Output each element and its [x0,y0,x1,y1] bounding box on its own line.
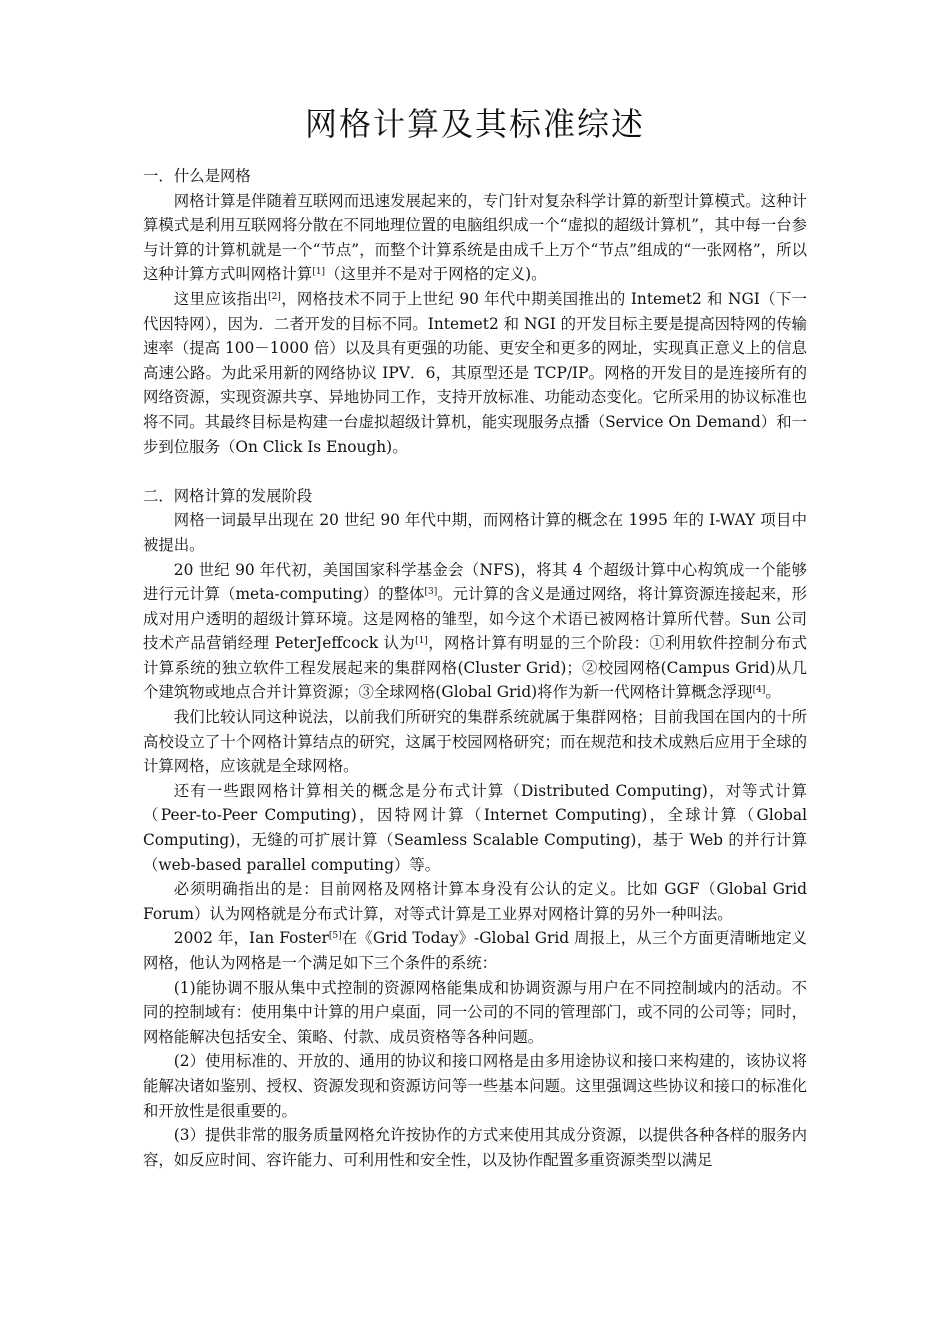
document-title: 网格计算及其标准综述 [304,105,645,143]
paragraph-text: 2002 年，Ian Foster [173,929,329,948]
paragraph-text: (1)能协调不服从集中式控制的资源网格能集成和协调资源与用户在不同控制域内的活动。不同的控制域有：使用集中计算的用户桌面，同一公司的不同的管理部门，或不同的公司等；同时，网格能解决包括安全、策略、付款、成员资格等各种问题。 [143,978,807,1046]
paragraph-text: 。元计算的含义是通过网络，将计算资源连接起来，形成对用户透明的超级计算环境。这是网格的雏型，如今这个术语已被网格计算所代替。Sun 公司技术产品营销经理 PeterJeffcock 认为 [143,585,807,653]
paragraph-text: (2）使用标准的、开放的、通用的协议和接口网格是由多用途协议和接口来构建的，该协议将能解决诸如鉴别、授权、资源发现和资源访问等一些基本问题。这里强调这些协议和接口的标准化和开放性是很重要的。 [143,1052,807,1120]
citation-marker: [1] [312,267,326,278]
paragraph [143,705,807,779]
section-heading: 一．什么是网格 [143,167,251,185]
paragraph [143,508,807,557]
paragraph [143,877,807,926]
paragraph [143,1049,807,1123]
citation-marker: [5] [328,931,342,942]
paragraph [143,558,807,706]
document-body [143,164,807,1172]
paragraph-text: 我们比较认同这种说法，以前我们所研究的集群系统就属于集群网格；目前我国在国内的十所高校设立了十个网格计算结点的研究，这属于校园网格研究；而在规范和技术成熟后应用于全球的计算网格，应该就是全球网格。 [143,708,807,776]
paragraph-text: 这里应该指出 [173,289,269,308]
section-development-stages [143,484,807,1173]
paragraph [143,1123,807,1172]
paragraph-text: 还有一些跟网格计算相关的概念是分布式计算（Distributed Computing)，对等式计算（Peer-to-Peer Computing)，因特网计算（Internet Computing)，全球计算（Global Computing)，无缝的可扩展计算（Seamless Scalable Computing)，基于 Web 的并行计算（web-based parallel computing）等。 [143,781,807,874]
paragraph [143,779,807,877]
paragraph-text: 在《Grid Today》-Global Grid 周报上，从三个方面更清晰地定义网格，他认为网格是一个满足如下三个条件的系统： [143,929,807,972]
citation-marker: [3] [424,587,438,598]
paragraph-text: 。 [765,683,781,702]
citation-marker: [4] [752,685,766,696]
paragraph [143,287,807,459]
section-paragraphs [143,189,807,460]
paragraph-text: 20 世纪 90 年代初，美国国家科学基金会（NFS)，将其 4 个超级计算中心构筑成一个能够进行元计算（meta-computing）的整体 [143,560,807,604]
paragraph-text: （这里并不是对于网格的定义)。 [325,265,547,284]
paragraph-text: 网格计算是伴随着互联网而迅速发展起来的，专门针对复杂科学计算的新型计算模式。这种计算模式是利用互联网将分散在不同地理位置的电脑组织成一个“虚拟的超级计算机”，其中每一台参与计算的计算机就是一个“节点”，而整个计算系统是由成千上万个“节点”组成的“一张网格”，所以这种计算方式叫网格计算 [143,191,807,284]
section-heading: 二．网格计算的发展阶段 [143,486,313,505]
section-paragraphs [143,508,807,1172]
paragraph-text: ，网格计算有明显的三个阶段：①利用软件控制分布式计算系统的独立软件工程发展起来的集群网格(Cluster Grid)；②校园网格(Campus Grid)从几个建筑物或地点合并计算资源；③全球网格(Global Grid)将作为新一代网格计算概念浮现 [143,634,807,702]
citation-marker: [2] [268,291,281,302]
paragraph [143,976,807,1050]
paragraph-text: 网格一词最早出现在 20 世纪 90 年代中期，而网格计算的概念在 1995 年的 I-WAY 项目中被提出。 [143,511,807,554]
paragraph [143,926,807,975]
paragraph-text: 必须明确指出的是：目前网格及网格计算本身没有公认的定义。比如 GGF（Global Grid Forum）认为网格就是分布式计算，对等式计算是工业界对网格计算的另外一种叫法。 [143,880,807,923]
paragraph-text: (3）提供非常的服务质量网格允许按协作的方式来使用其成分资源，以提供各种各样的服务内容，如反应时间、容许能力、可利用性和安全性，以及协作配置多重资源类型以满足 [143,1126,807,1169]
paragraph-text: ，网格技术不同于上世纪 90 年代中期美国推出的 Intemet2 和 NGI（下一代因特网），因为．二者开发的目标不同。Intemet2 和 NGI 的开发目标主要是提高因特网的传输速率（提高 100－1000 倍）以及具有更强的功能、更安全和更多的网址，实现真正意义上的信息高速公路。为此采用新的网络协议 IPV．6，其原型还是 TCP/IP。网格的开发目的是连接所有的网络资源，实现资源共享、异地协同工作，支持开放标准、功能动态变化。它所采用的协议标准也将不同。其最终目标是构建一台虚拟超级计算机，能实现服务点播（Service On Demand）和一步到位服务（On Click Is Enough)。 [143,289,807,456]
section-spacer [143,459,807,484]
section-what-is-grid [143,164,807,459]
citation-marker: [1] [415,636,428,647]
paragraph [143,189,807,287]
